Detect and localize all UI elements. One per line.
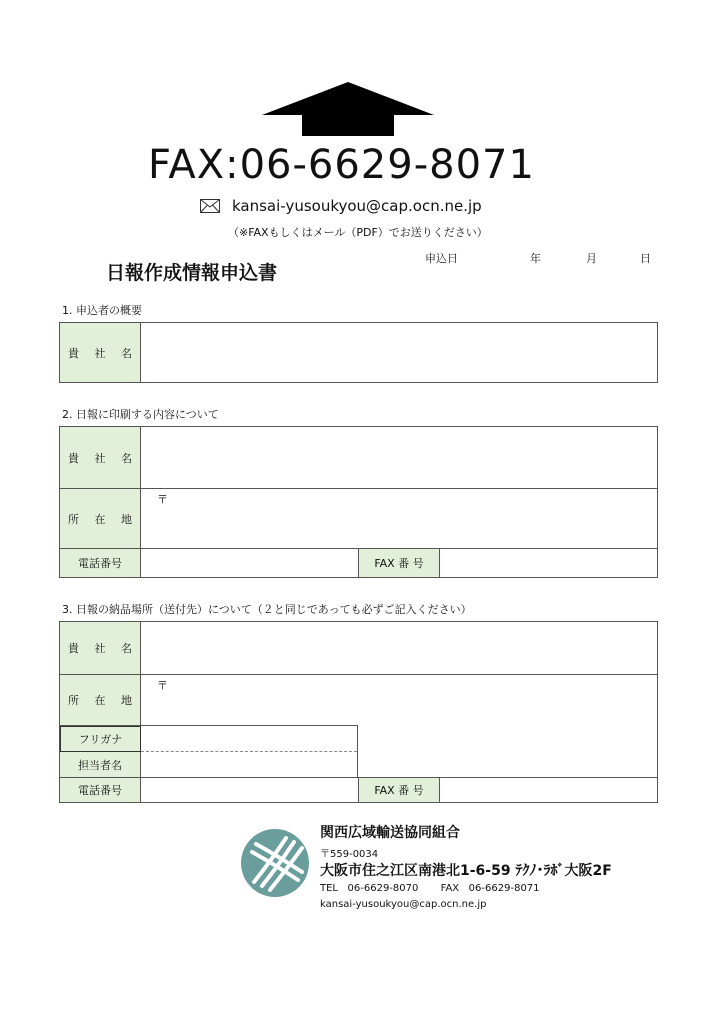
- s3-company-field[interactable]: [141, 622, 657, 674]
- s3-contact-block: [60, 725, 358, 777]
- s2-company-field[interactable]: [141, 427, 657, 488]
- s2-company-label: 貴 社 名: [60, 427, 141, 488]
- s3-postal-mark: 〒: [157, 679, 168, 692]
- organization-tel-fax: TEL 06-6629-8070 FAX 06-6629-8071: [320, 883, 540, 894]
- month-label: 月: [586, 252, 597, 265]
- s2-address-field[interactable]: [141, 489, 657, 548]
- s3-contact-field[interactable]: [141, 752, 357, 777]
- year-label: 年: [530, 252, 541, 265]
- up-arrow-icon: [262, 82, 434, 138]
- mail-icon: [200, 199, 220, 213]
- s2-address-label: 所 在 地: [60, 489, 141, 548]
- s3-address-field[interactable]: [141, 675, 657, 725]
- s2-company-row: [60, 427, 657, 488]
- form-title: 日報作成情報申込書: [106, 262, 278, 284]
- s3-company-row: [60, 622, 657, 674]
- s3-contact-label: 担当者名: [60, 752, 141, 777]
- s1-company-field[interactable]: [141, 323, 657, 382]
- s3-company-label: 貴 社 名: [60, 622, 141, 674]
- organization-email[interactable]: kansai-yusoukyou@cap.ocn.ne.jp: [320, 899, 487, 910]
- s2-phone-row: [60, 548, 657, 577]
- section3-table: [59, 621, 658, 803]
- s3-furigana-field[interactable]: [141, 726, 357, 752]
- application-date-label: 申込日: [425, 252, 458, 265]
- section3-title: 3. 日報の納品場所（送付先）について（２と同じであっても必ずご記入ください）: [62, 603, 472, 616]
- s2-address-row: [60, 488, 657, 548]
- section2-title: 2. 日報に印刷する内容について: [62, 408, 219, 421]
- s2-phone-label: 電話番号: [60, 549, 141, 577]
- s3-furigana-label: フリガナ: [60, 726, 141, 752]
- s3-address-label: 所 在 地: [60, 675, 141, 725]
- day-label: 日: [640, 252, 651, 265]
- fax-number: FAX:06-6629-8071: [148, 142, 535, 188]
- submission-note: （※FAXもしくはメール（PDF）でお送りください）: [228, 226, 488, 239]
- section1-title: 1. 申込者の概要: [62, 304, 142, 317]
- s1-company-label: 貴 社 名: [60, 323, 141, 382]
- s1-company-row: [60, 323, 657, 382]
- header-email[interactable]: kansai-yusoukyou@cap.ocn.ne.jp: [232, 197, 482, 215]
- organization-name: 関西広域輸送協同組合: [320, 825, 460, 841]
- s3-address-row: [60, 674, 657, 725]
- s3-fax-label: FAX 番 号: [358, 778, 440, 802]
- s2-fax-label: FAX 番 号: [358, 549, 440, 577]
- s3-phone-row: [60, 777, 657, 802]
- section1-table: [59, 322, 658, 383]
- organization-address: 大阪市住之江区南港北1-6-59 ﾃｸﾉ･ﾗﾎﾞ大阪2F: [320, 863, 612, 879]
- organization-postal: 〒559-0034: [320, 849, 379, 860]
- organization-logo: [240, 828, 310, 898]
- s3-phone-label: 電話番号: [60, 778, 141, 802]
- email-row: [200, 197, 482, 215]
- section2-table: [59, 426, 658, 578]
- s2-postal-mark: 〒: [157, 493, 168, 506]
